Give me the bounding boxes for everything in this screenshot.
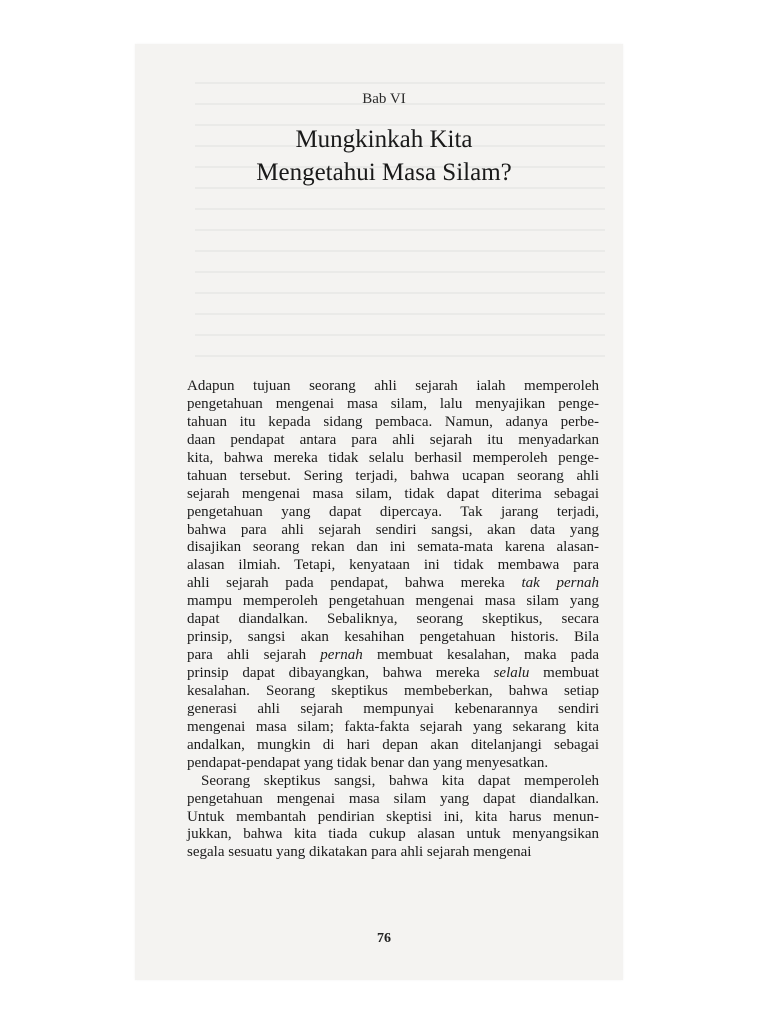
body-text <box>187 378 599 862</box>
text-segment: generasi ahli sejarah mempunyai kebenarannya sendiri <box>187 700 599 717</box>
text-line <box>187 791 599 809</box>
text-line <box>187 396 599 414</box>
text-line <box>187 557 599 575</box>
text-segment: Seorang skeptikus sangsi, bahwa kita dapat memperoleh <box>201 772 599 789</box>
text-line <box>187 450 599 468</box>
chapter-title-line-2: Mengetahui Masa Silam? <box>256 159 512 186</box>
page-number: 76 <box>377 931 391 946</box>
text-segment: pengetahuan mengenai masa silam, lalu menyajikan penge- <box>187 395 599 412</box>
text-segment: andalkan, mungkin di hari depan akan ditelanjangi sebagai <box>187 736 599 753</box>
text-line <box>187 809 599 827</box>
text-line <box>187 755 599 773</box>
emphasized-text: selalu <box>493 665 530 681</box>
text-line <box>187 378 599 396</box>
text-line <box>187 647 599 665</box>
text-line <box>187 737 599 755</box>
text-line <box>187 665 599 683</box>
text-line <box>187 468 599 486</box>
text-line <box>187 575 599 593</box>
text-segment: tahuan tersebut. Sering terjadi, bahwa ucapan seorang ahli <box>187 467 599 484</box>
text-line <box>187 486 599 504</box>
text-line <box>187 629 599 647</box>
text-segment: kesalahan. Seorang skeptikus membeberkan, bahwa setiap <box>187 682 599 699</box>
text-segment: segala sesuatu yang dikatakan para ahli sejarah mengenai <box>187 844 532 861</box>
text-segment: prinsip dapat dibayangkan, bahwa mereka <box>187 665 494 681</box>
text-line <box>187 844 599 862</box>
chapter-label: Bab VI <box>362 91 406 107</box>
text-line <box>187 773 599 791</box>
text-line <box>187 826 599 844</box>
text-segment: pendapat-pendapat yang tidak benar dan yang menyesatkan. <box>187 754 549 771</box>
text-segment: ahli sejarah pada pendapat, bahwa mereka <box>187 575 522 592</box>
text-line <box>187 701 599 719</box>
text-line <box>187 432 599 450</box>
text-segment: membuat <box>529 665 599 681</box>
text-segment: pengetahuan yang dapat dipercaya. Tak jarang terjadi, <box>187 503 599 520</box>
text-segment: disajikan seorang rekan dan ini semata-mata karena alasan- <box>187 539 599 556</box>
chapter-title <box>0 123 768 189</box>
text-segment: Untuk membantah pendirian skeptisi ini, kita harus menun- <box>187 808 599 825</box>
text-line <box>187 504 599 522</box>
text-segment: mengenai masa silam; fakta-fakta sejarah yang sekarang kita <box>187 718 599 735</box>
text-segment: kita, bahwa mereka tidak selalu berhasil memperoleh penge- <box>187 449 599 466</box>
text-segment: sejarah mengenai masa silam, tidak dapat diterima sebagai <box>187 485 599 502</box>
text-segment: prinsip, sangsi akan kesahihan pengetahuan historis. Bila <box>187 629 599 646</box>
emphasized-text: pernah <box>320 647 363 664</box>
text-segment: tahuan itu kepada sidang pembaca. Namun, adanya perbe- <box>187 413 599 430</box>
text-line <box>187 611 599 629</box>
bleed-through-text <box>195 70 605 370</box>
text-line <box>187 539 599 557</box>
text-segment: alasan ilmiah. Tetapi, kenyataan ini tidak membawa para <box>187 557 599 574</box>
text-segment: mampu memperoleh pengetahuan mengenai masa silam yang <box>187 593 599 610</box>
text-line <box>187 683 599 701</box>
emphasized-text: tak pernah <box>521 575 599 592</box>
text-line <box>187 414 599 432</box>
text-line <box>187 593 599 611</box>
text-segment: jukkan, bahwa kita tiada cukup alasan untuk menyangsikan <box>187 826 599 843</box>
text-segment: pengetahuan mengenai masa silam yang dapat diandalkan. <box>187 790 599 807</box>
text-segment: membuat kesalahan, maka pada <box>362 647 599 664</box>
text-segment: daan pendapat antara para ahli sejarah itu menyadarkan <box>187 431 599 448</box>
text-segment: dapat diandalkan. Sebaliknya, seorang skeptikus, secara <box>187 611 599 628</box>
text-line <box>187 522 599 540</box>
chapter-title-line-1: Mungkinkah Kita <box>295 126 473 153</box>
text-line <box>187 719 599 737</box>
text-segment: bahwa para ahli sejarah sendiri sangsi, akan data yang <box>187 521 599 538</box>
paragraph-2 <box>187 773 599 863</box>
text-segment: Adapun tujuan seorang ahli sejarah ialah memperoleh <box>187 378 599 394</box>
text-segment: para ahli sejarah <box>187 647 321 664</box>
paragraph-1 <box>187 378 599 773</box>
